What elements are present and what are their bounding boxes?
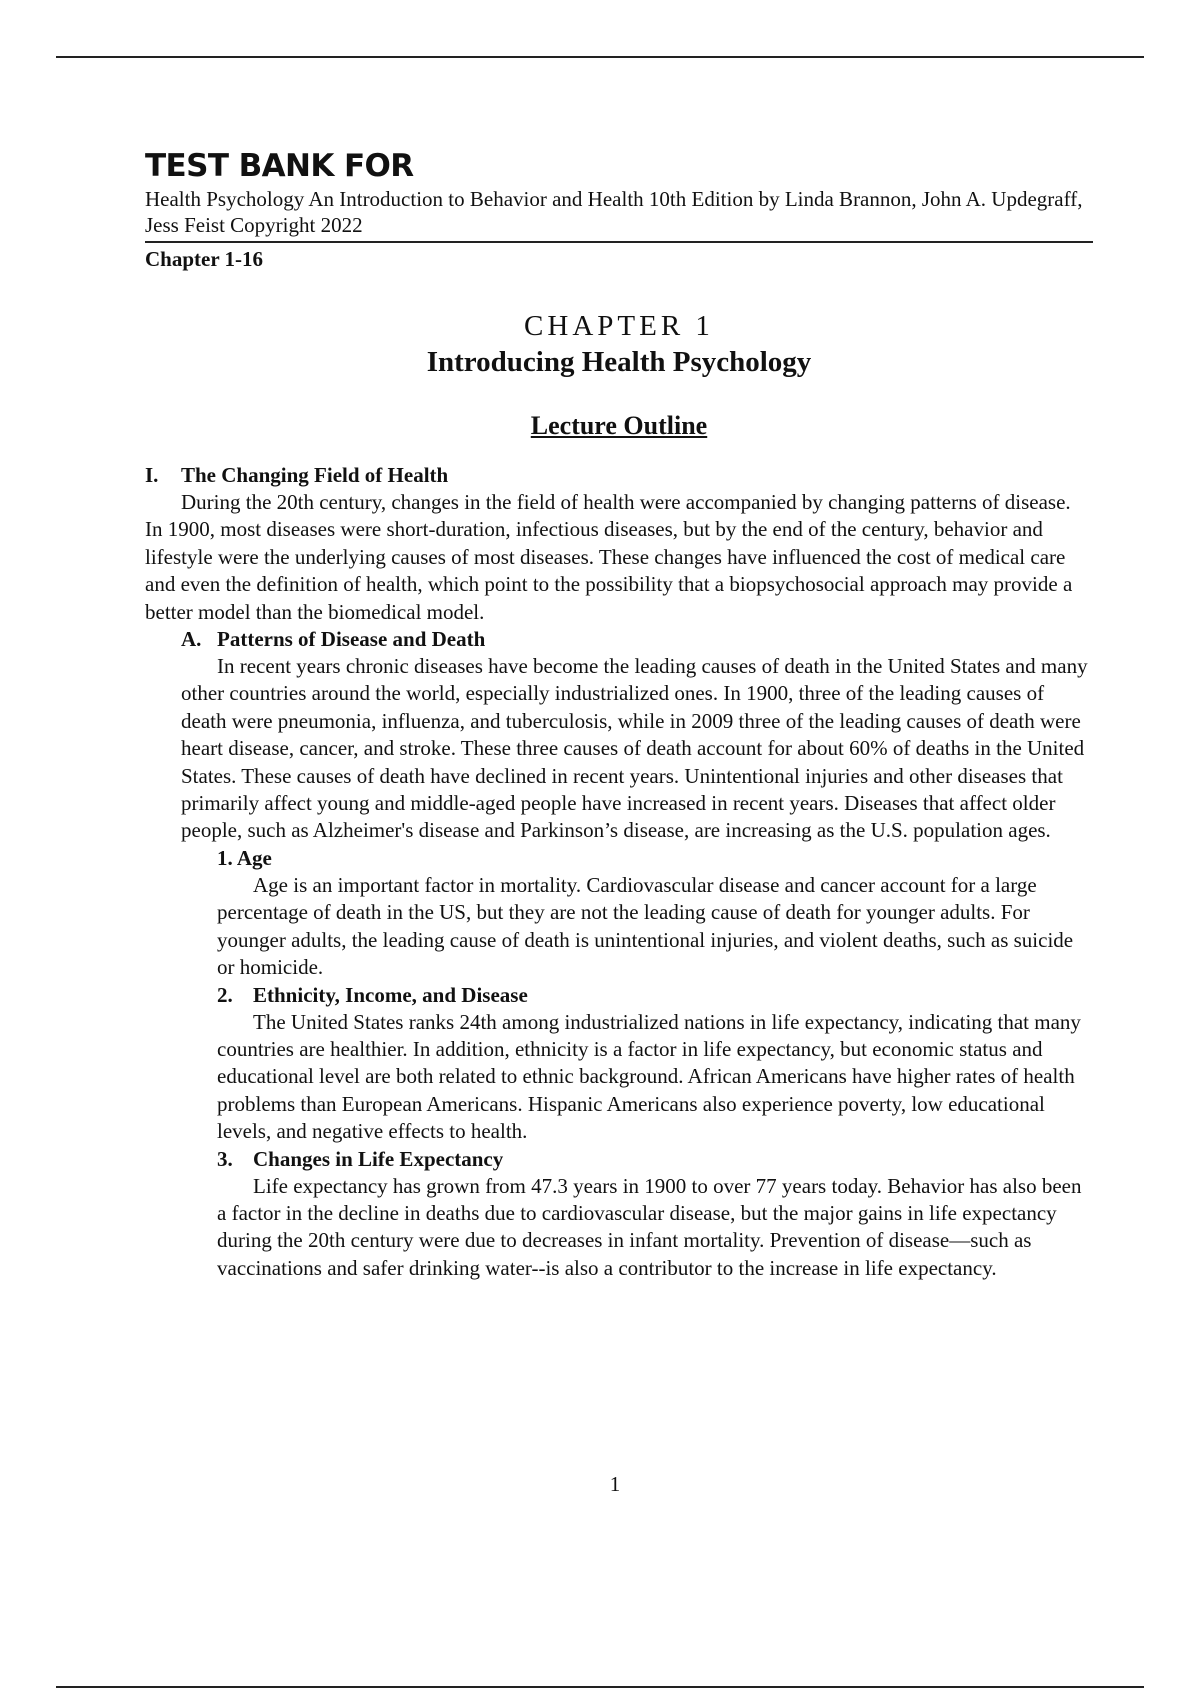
item-body: Life expectancy has grown from 47.3 years in 1900 to over 77 years today. Behavior has also been a factor in the decline in deaths due to cardiovascular disease, but the major gains in life expectancy during the 20th century were due to decreases in infant mortality. Prevention of disease—such as vaccinations and safer drinking water--is also a contributor to the increase in life expectancy. — [217, 1173, 1082, 1280]
section-title: The Changing Field of Health — [181, 463, 449, 487]
item-title: Age — [236, 845, 272, 870]
lecture-outline-heading: Lecture Outline — [530, 411, 708, 440]
item-number: 3. — [217, 1146, 233, 1171]
item-number: 2. — [217, 982, 233, 1007]
test-bank-title: TEST BANK FOR — [145, 148, 414, 184]
subsection-number: A. — [181, 627, 202, 652]
item-life-expectancy — [217, 1146, 1093, 1283]
item-heading — [217, 845, 1093, 872]
item-title: Ethnicity, Income, and Disease — [253, 982, 528, 1007]
item-heading — [217, 1146, 1093, 1173]
subsection-title: Patterns of Disease and Death — [217, 627, 486, 652]
subtitle-divider — [145, 241, 1093, 243]
section-number: I. — [145, 463, 159, 487]
item-body: Age is an important factor in mortality. Cardiovascular disease and cancer account for a large percentage of death in the US, but they are not the leading cause of death for younger adults. For younger adults, the leading cause of death is unintentional injuries, and violent deaths, such as suicide or homicide. — [217, 872, 1074, 980]
document-page — [145, 148, 1093, 1282]
section-heading — [145, 462, 1093, 489]
subsection-body: In recent years chronic diseases have become the leading causes of death in the United States and many other countries around the world, especially industrialized ones. In 1900, three of the leading causes of death were pneumonia, influenza, and tuberculosis, while in 2009 three of the leading causes of death were heart disease, cancer, and stroke. These three causes of death account for about 60% of deaths in the United States. These causes of death have declined in recent years. Unintentional injuries and other diseases that primarily affect young and middle-aged people have increased in recent years. Diseases that affect older people, such as Alzheimer's disease and Parkinson’s disease, are increasing as the U.S. population ages. — [181, 654, 1088, 843]
item-heading — [217, 982, 1093, 1009]
item-age — [217, 845, 1093, 982]
bottom-divider — [56, 1686, 1144, 1688]
item-number: 1. — [217, 845, 233, 870]
section-body: During the 20th century, changes in the field of health were accompanied by changing patterns of disease. In 1900, most diseases were short-duration, infectious diseases, but by the end of the century, behavior and lifestyle were the underlying causes of most diseases. These changes have influenced the cost of medical care and even the definition of health, which point to the possibility that a biopsychosocial approach may provide a better model than the biomedical model. — [145, 490, 1073, 624]
top-divider — [56, 56, 1144, 58]
chapter-number: CHAPTER 1 — [524, 310, 714, 342]
item-title: Changes in Life Expectancy — [253, 1146, 504, 1171]
page-number: 1 — [609, 1472, 621, 1496]
chapter-range: Chapter 1-16 — [145, 247, 264, 271]
chapter-title: Introducing Health Psychology — [426, 346, 812, 378]
item-body: The United States ranks 24th among industrialized nations in life expectancy, indicating that many countries are healthier. In addition, ethnicity is a factor in life expectancy, but economic status and educational level are both related to ethnic background. African Americans have higher rates of health problems than European Americans. Hispanic Americans also experience poverty, low educational levels, and negative effects to health. — [217, 1009, 1081, 1144]
subsection-heading — [181, 626, 1093, 653]
item-ethnicity — [217, 982, 1093, 1146]
subsection-a — [181, 626, 1093, 845]
book-subtitle: Health Psychology An Introduction to Behavior and Health 10th Edition by Linda Brannon, John A. Updegraff, Jess Feist Copyright 2022 — [145, 187, 1083, 237]
